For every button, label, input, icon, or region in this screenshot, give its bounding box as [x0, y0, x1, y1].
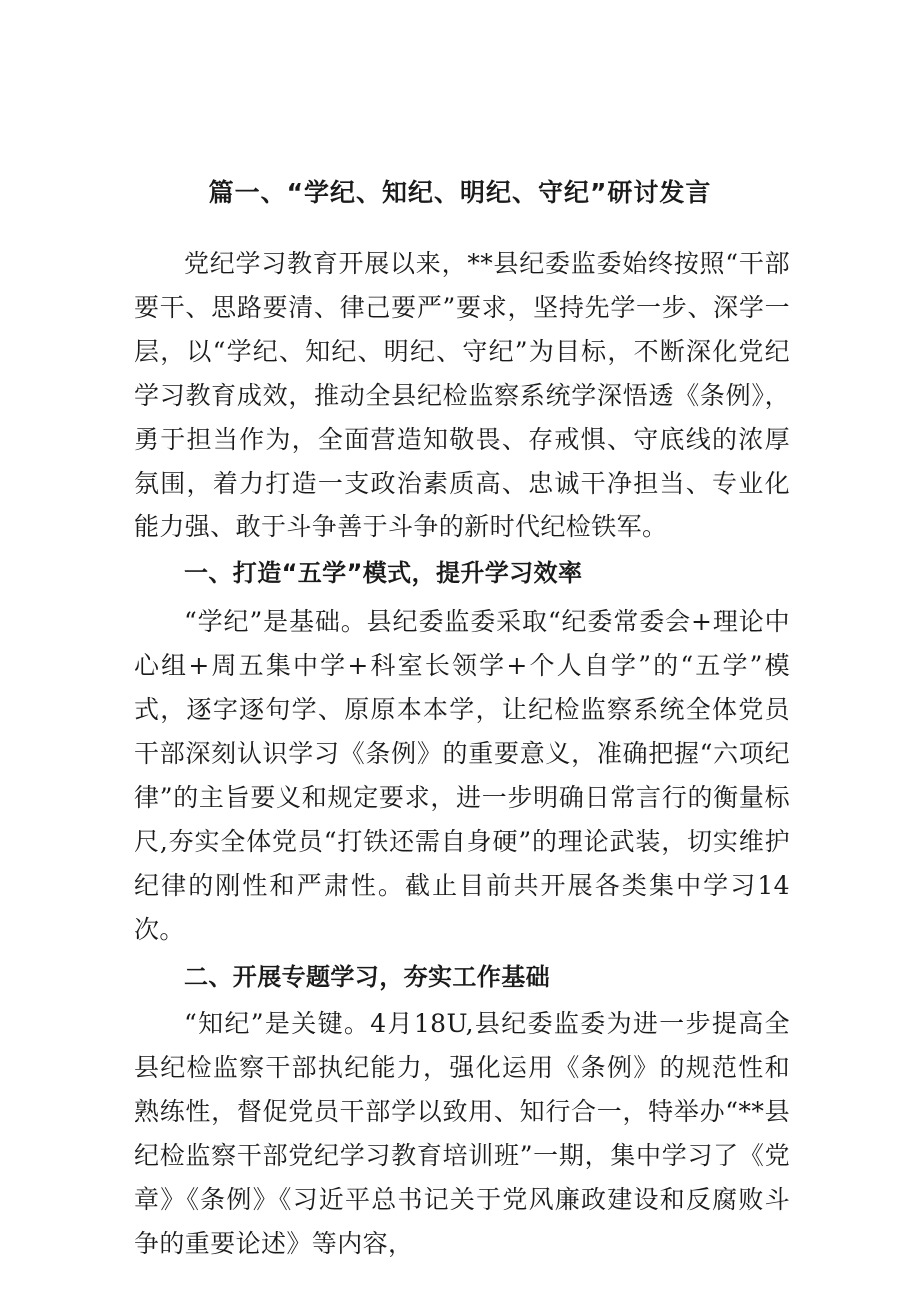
document-title: 篇一、“学纪、知纪、明纪、守纪”研讨发言 [208, 178, 712, 207]
section-paragraph-2: “知纪”是关键。4月18U,县纪委监委为进一步提高全县纪检监察干部执纪能力，强化运用《条例》的规范性和熟练性，督促党员干部学以致用、知行合一，特举办“**县纪检监察干部党纪学习教育培训班”一期，集中学习了《党章》《条例》《习近平总书记关于党风廉政建设和反腐败斗争的重要论述》等内容， [134, 1009, 790, 1258]
intro-paragraph: 党纪学习教育开展以来，**县纪委监委始终按照“干部要干、思路要清、律己要严”要求，坚持先学一步、深学一层，以“学纪、知纪、明纪、守纪”为目标，不断深化党纪学习教育成效，推动全县纪检监察系统学深悟透《条例》，勇于担当作为，全面营造知敬畏、存戒惧、守底线的浓厚氛围，着力打造一支政治素质高、忠诚干净担当、专业化能力强、敢于斗争善于斗争的新时代纪检铁军。 [134, 249, 790, 542]
section-paragraph-1: “学纪”是基础。县纪委监委采取“纪委常委会+理论中心组+周五集中学+科室长领学+个人自学”的“五学”模式，逐字逐句学、原原本本学，让纪检监察系统全体党员干部深刻认识学习《条例》的重要意义，准确把握“六项纪律”的主旨要义和规定要求，进一步明确日常言行的衡量标尺,夯实全体党员“打铁还需自身硬”的理论武装，切实维护纪律的刚性和严肃性。截止目前共开展各类集中学习14次。 [134, 607, 790, 944]
section-heading-2: 二、开展专题学习，夯实工作基础 [184, 962, 550, 991]
section-heading-1: 一、打造“五学”模式，提升学习效率 [184, 559, 583, 588]
document-body [134, 242, 790, 1266]
